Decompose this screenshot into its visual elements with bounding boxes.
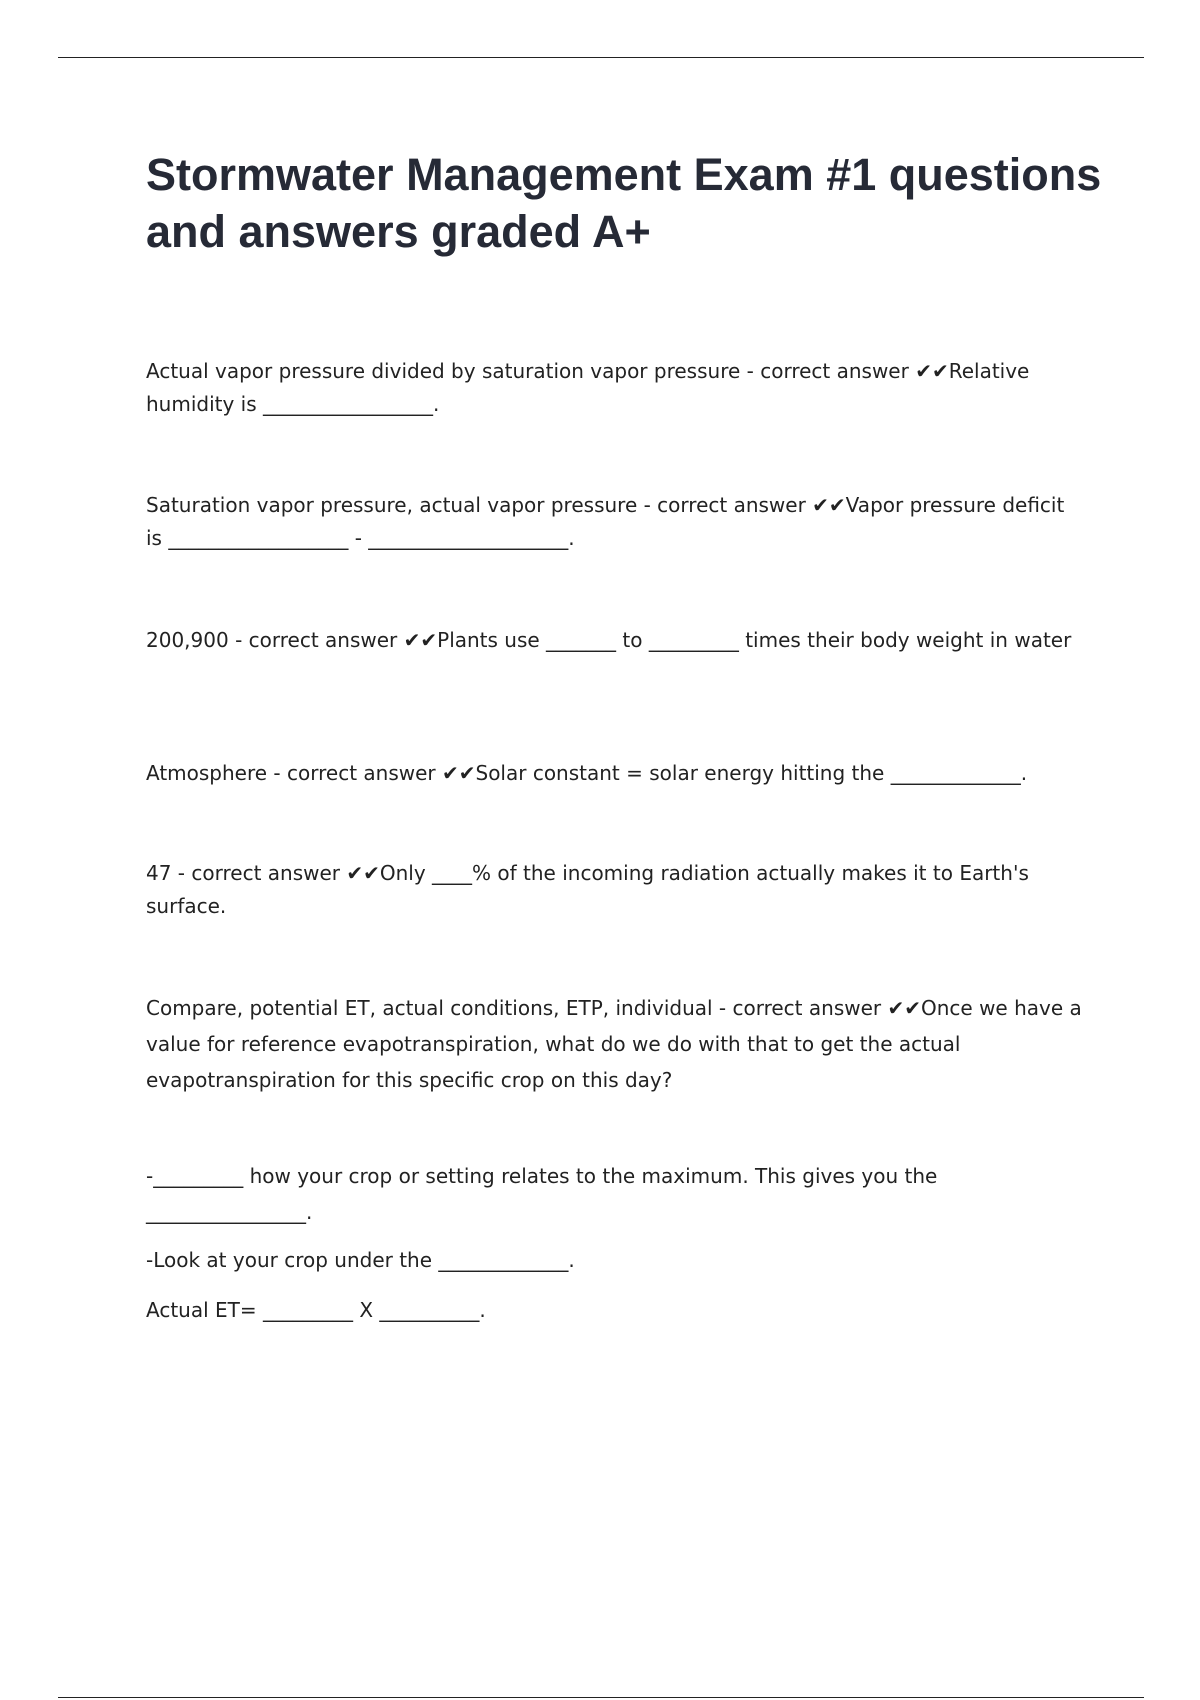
qa-item-compare-step: -_________ how your crop or setting relates to the maximum. This gives you the ________________.: [146, 1164, 944, 1224]
qa-item-plant-water-use: 200,900 - correct answer ✔✔Plants use _______ to _________ times their body weight in water: [146, 628, 1072, 652]
qa-item-actual-et-formula: Actual ET= _________ X __________.: [146, 1298, 486, 1322]
bottom-rule: [58, 1697, 1144, 1698]
document-title: Stormwater Management Exam #1 questions and answers graded A+: [146, 149, 1102, 257]
qa-item-vapor-pressure-deficit: Saturation vapor pressure, actual vapor pressure - correct answer ✔✔Vapor pressure deficit is __________________ - ____________________.: [146, 493, 1071, 550]
top-rule: [58, 57, 1144, 58]
qa-item-relative-humidity: Actual vapor pressure divided by saturation vapor pressure - correct answer ✔✔Relative humidity is _________________.: [146, 359, 1036, 416]
qa-item-look-step: -Look at your crop under the _____________.: [146, 1248, 575, 1272]
qa-item-actual-et-question: Compare, potential ET, actual conditions, ETP, individual - correct answer ✔✔Once we have a value for reference evapotranspiration, what do we do with that to get the actual evapotranspiration for this specific crop on this day?: [146, 996, 1089, 1092]
qa-item-solar-constant: Atmosphere - correct answer ✔✔Solar constant = solar energy hitting the _____________.: [146, 761, 1028, 785]
qa-item-incoming-radiation: 47 - correct answer ✔✔Only ____% of the incoming radiation actually makes it to Earth's surface.: [146, 861, 1036, 918]
